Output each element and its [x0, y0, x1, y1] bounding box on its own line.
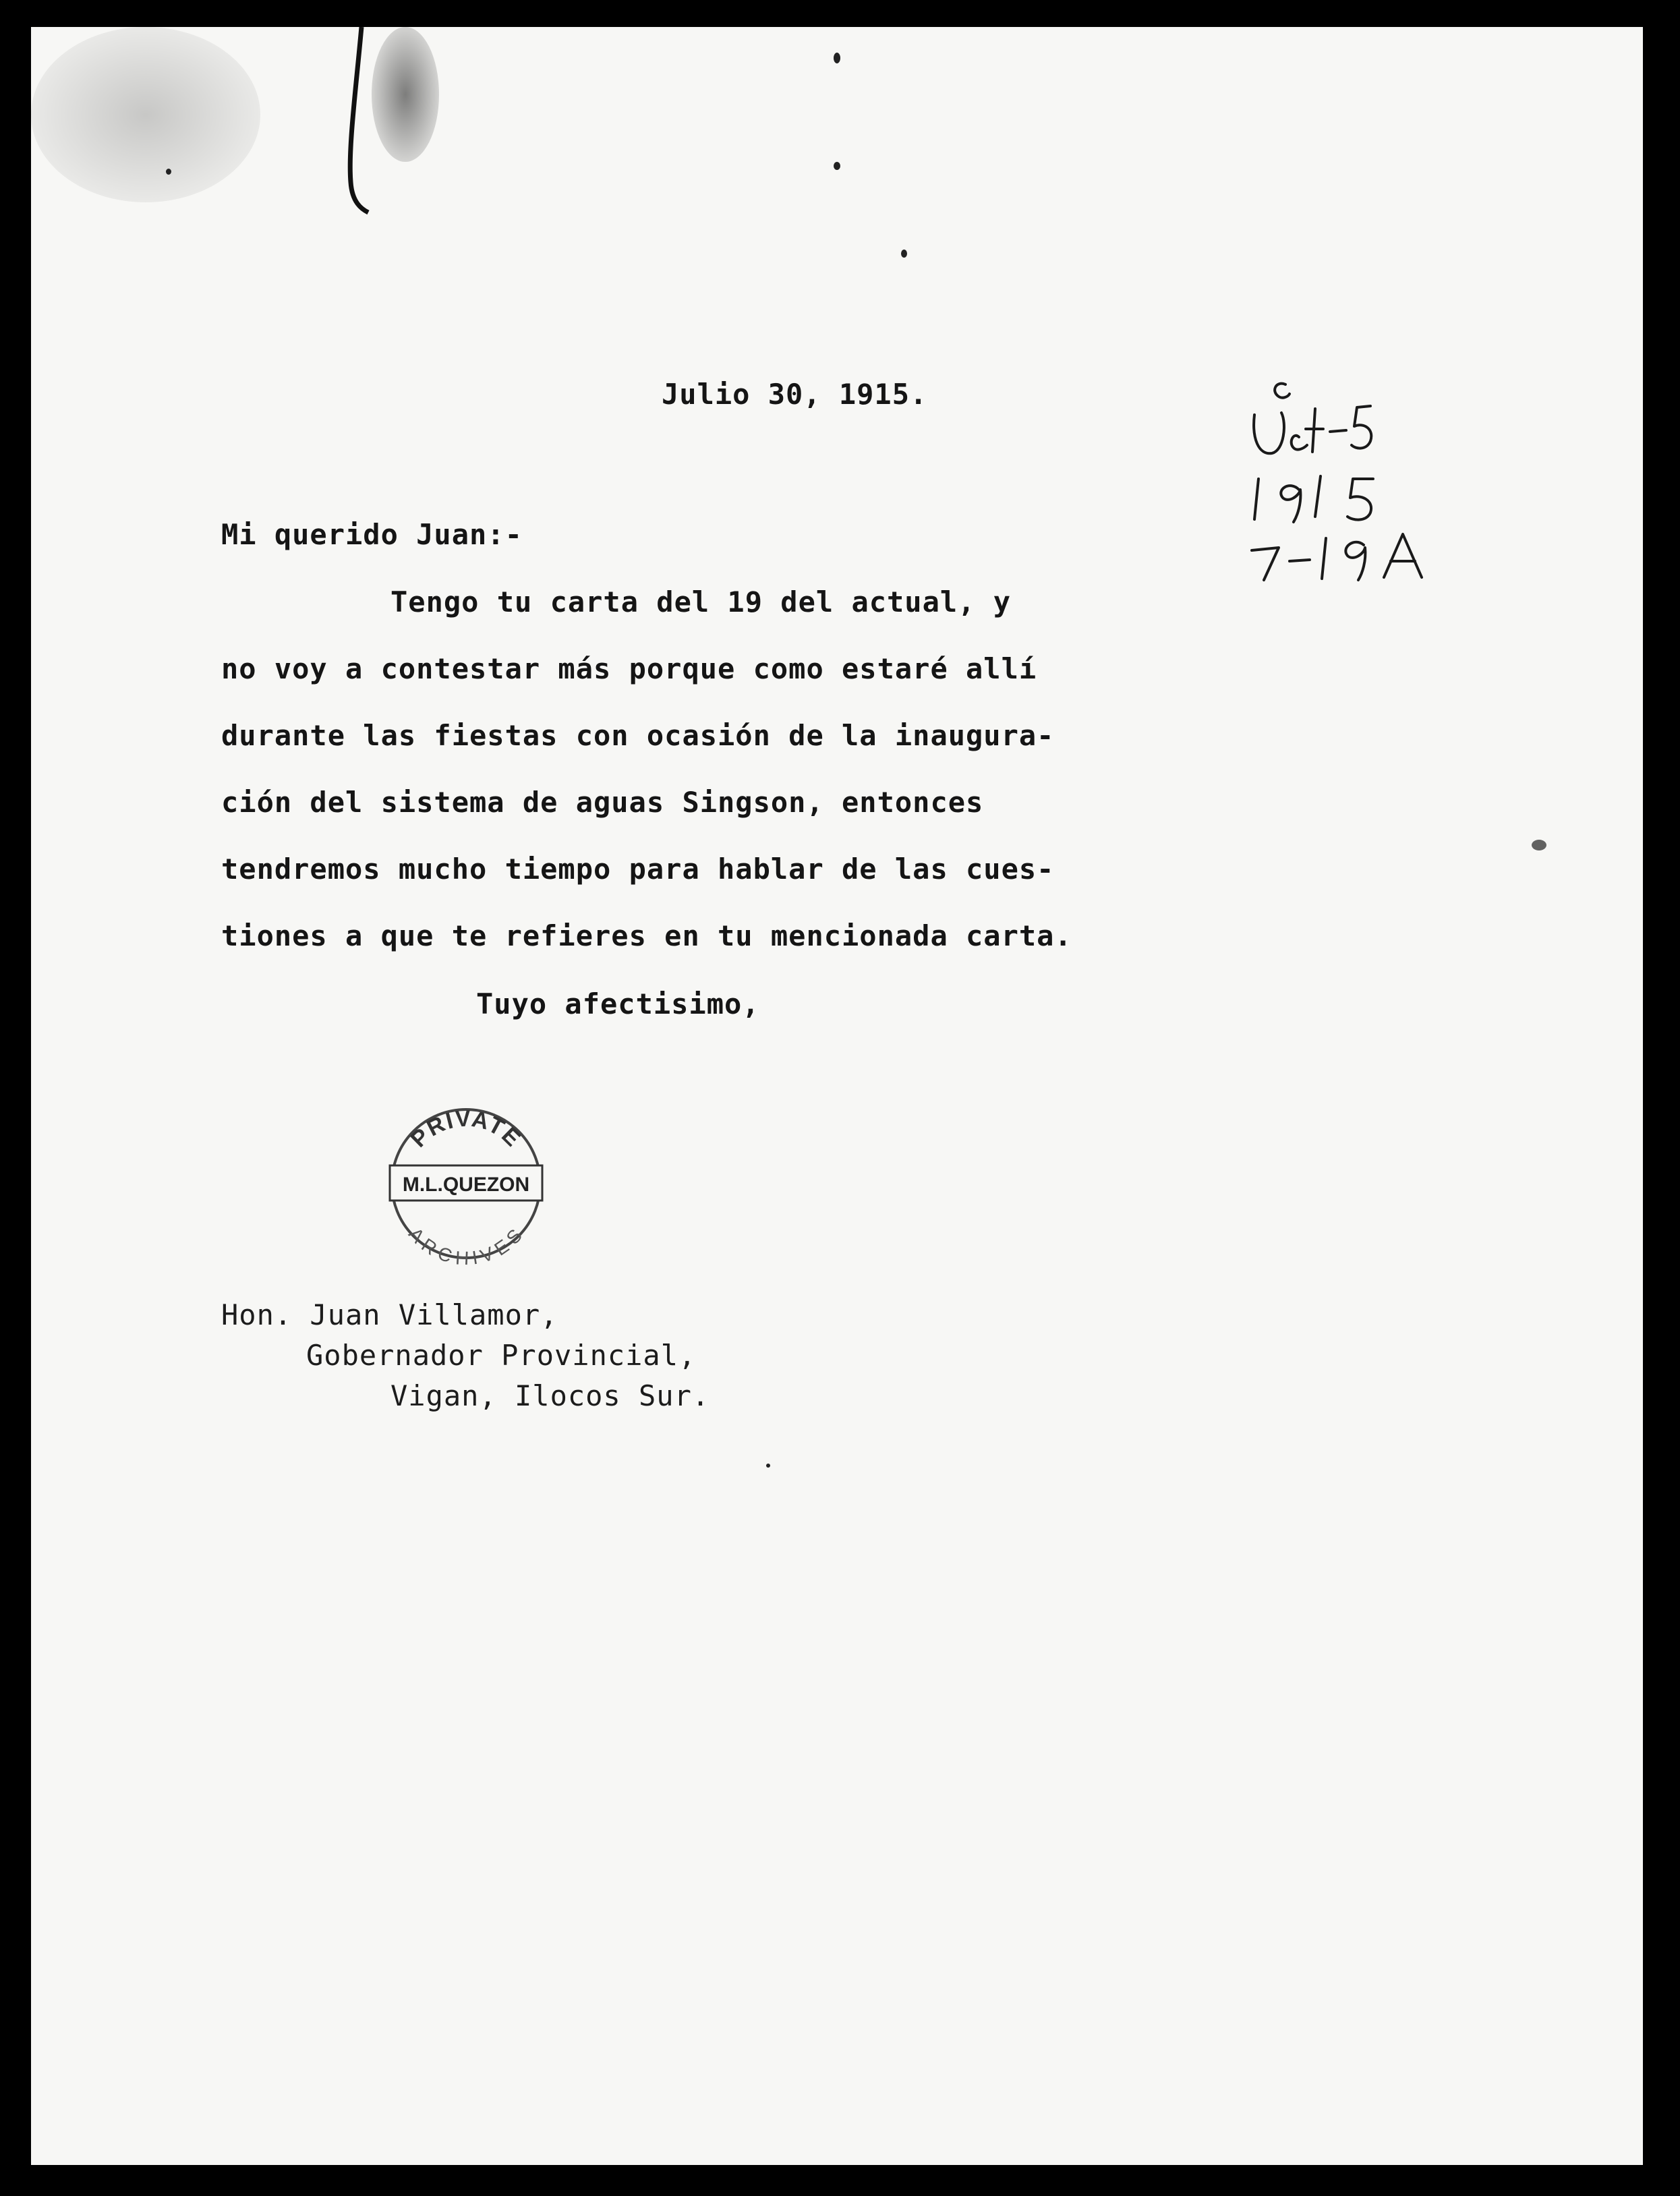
scan-speck: [1532, 840, 1546, 850]
letter-closing: Tuyo afectisimo,: [476, 987, 760, 1020]
scan-speck: [901, 250, 907, 258]
scan-speck: [166, 169, 171, 175]
archive-stamp: [382, 1099, 550, 1268]
scan-smudge: [31, 27, 260, 202]
stamp-middle-text: M.L.QUEZON: [402, 1174, 530, 1196]
letter-date: Julio 30, 1915.: [662, 378, 928, 411]
scan-speck: [834, 53, 840, 63]
stamp-top-text: PRIVATE: [405, 1105, 527, 1153]
letter-body-line: tendremos mucho tiempo para hablar de las cues-: [221, 853, 1055, 886]
recipient-location: Vigan, Ilocos Sur.: [390, 1379, 710, 1412]
stamp-bottom-text: ARCHIVES: [404, 1223, 528, 1268]
handwritten-date-note: [1232, 364, 1488, 587]
scan-speck: [834, 162, 840, 170]
letter-body-line: durante las fiestas con ocasión de la inaugura-: [221, 719, 1055, 752]
scan-speck: [766, 1464, 770, 1468]
letter-body-line: Tengo tu carta del 19 del actual, y: [390, 585, 1012, 618]
letter-body-line: no voy a contestar más porque como estaré allí: [221, 652, 1037, 685]
svg-text:ARCHIVES: [405, 1223, 527, 1268]
ink-stroke: [321, 27, 402, 229]
letter-body-line: tiones a que te refieres en tu mencionada carta.: [221, 919, 1072, 952]
letter-salutation: Mi querido Juan:-: [221, 518, 523, 551]
document-page: [31, 27, 1643, 2165]
recipient-title: Gobernador Provincial,: [306, 1339, 697, 1372]
letter-body-line: ción del sistema de aguas Singson, entonces: [221, 786, 984, 819]
recipient-name: Hon. Juan Villamor,: [221, 1298, 558, 1331]
svg-text:PRIVATE: [406, 1106, 527, 1153]
